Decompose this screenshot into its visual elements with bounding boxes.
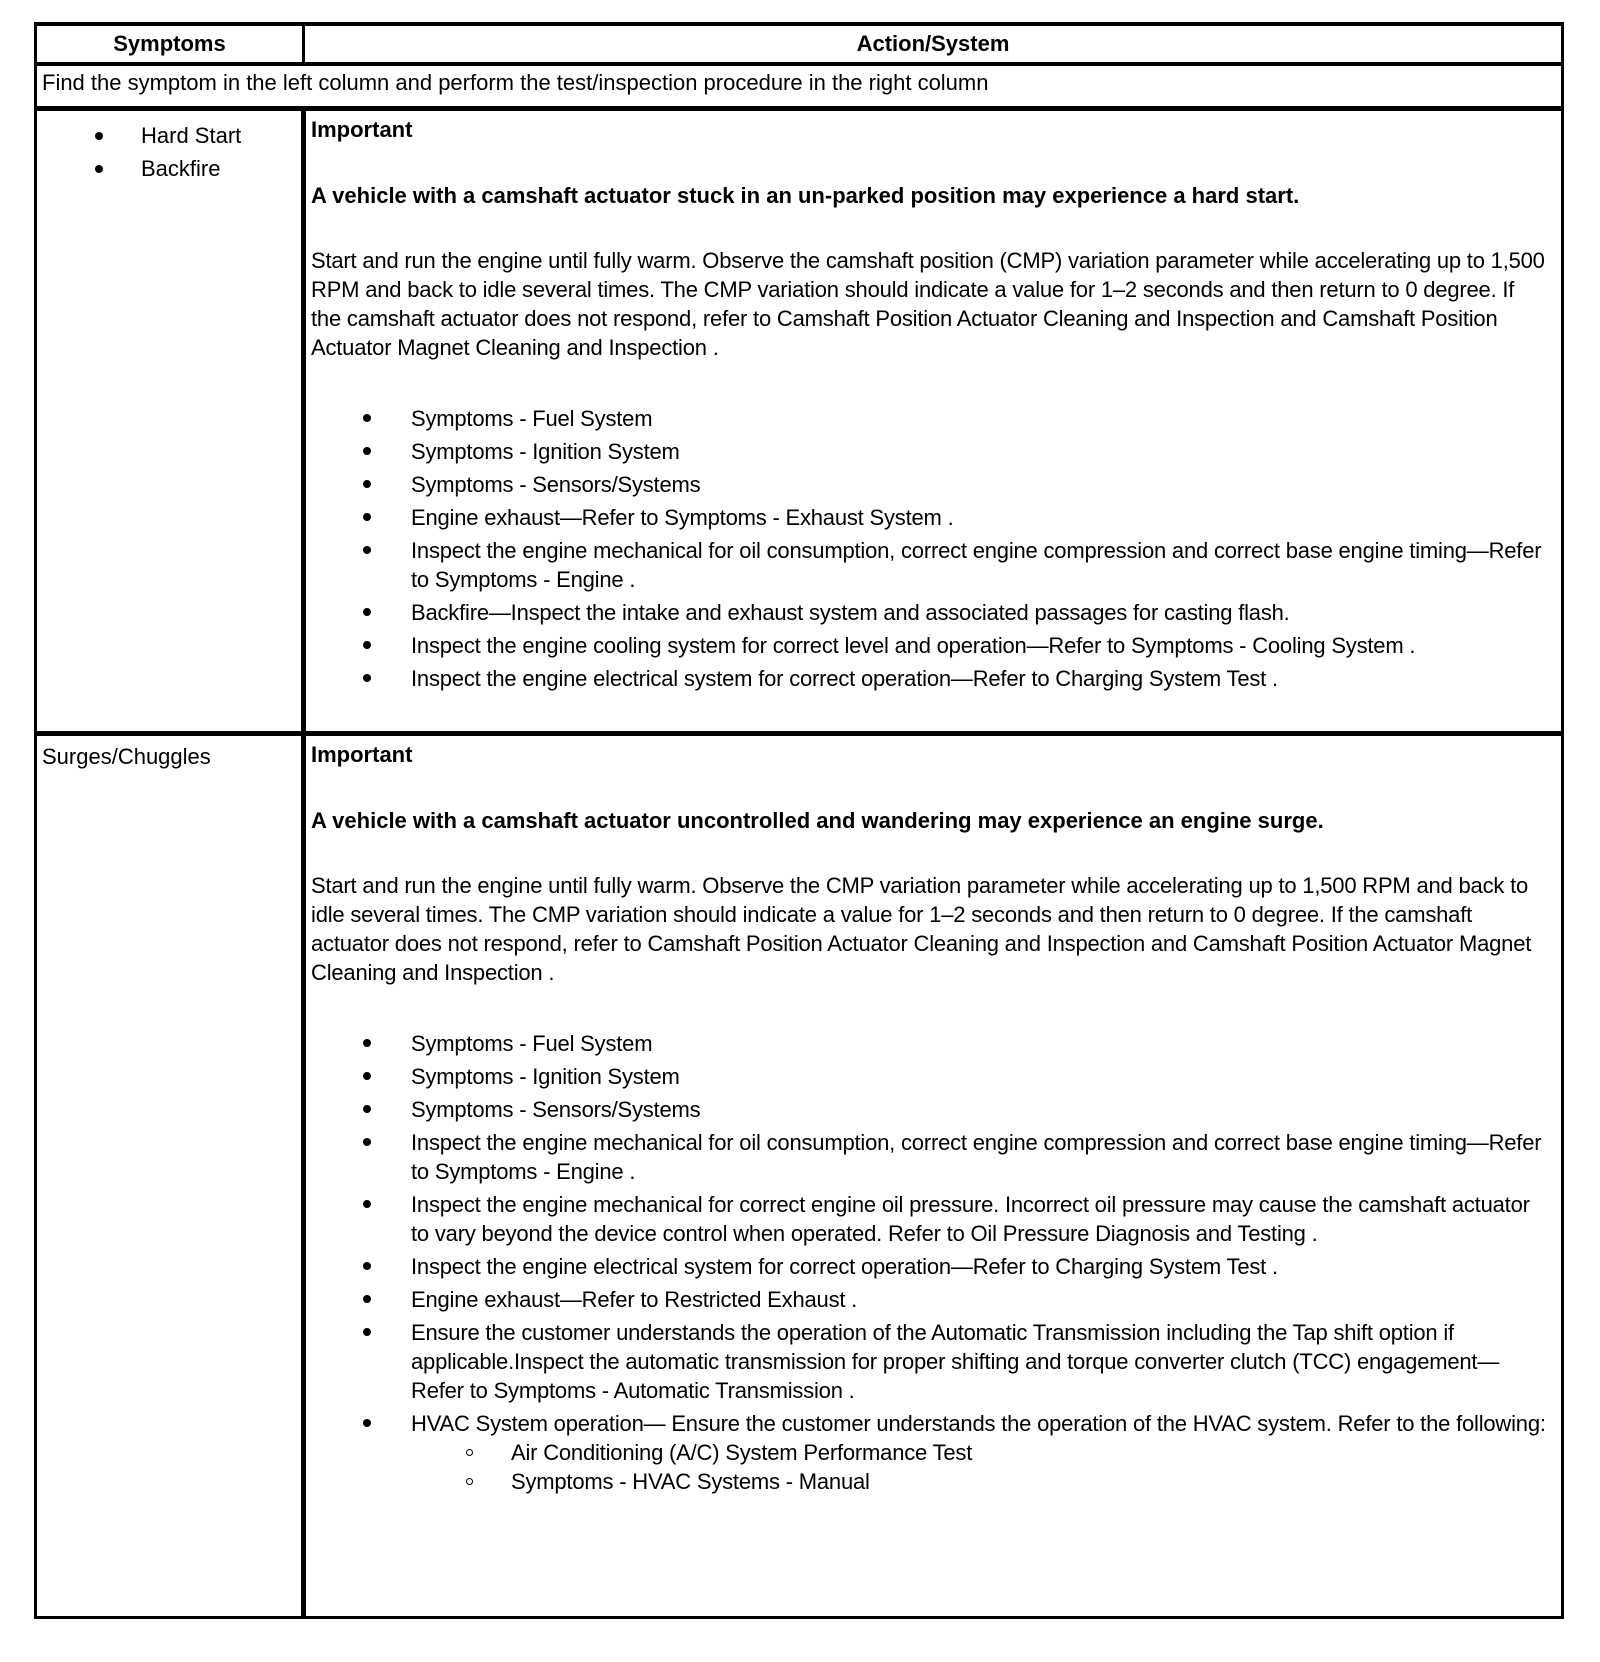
header-row (36, 24, 1563, 64)
list-item-text: HVAC System operation— Ensure the customer understands the operation of the HVAC system. Refer to the following: (411, 1411, 1546, 1436)
symptoms-table (34, 22, 1564, 1619)
list-item: Inspect the engine electrical system for correct operation—Refer to Charging System Test . (311, 664, 1549, 693)
list-item: Inspect the engine mechanical for oil consumption, correct engine compression and correct base engine timing—Refer to Symptoms - Engine . (311, 1128, 1549, 1186)
table-row (36, 734, 1563, 1618)
symptom-cell (36, 734, 304, 1618)
list-item: Symptoms - Sensors/Systems (311, 1095, 1549, 1124)
list-item (311, 1409, 1549, 1496)
action-cell (304, 734, 1563, 1618)
action-list (311, 404, 1549, 693)
list-item: Backfire—Inspect the intake and exhaust system and associated passages for casting flash. (311, 598, 1549, 627)
header-action-system: Action/System (304, 24, 1563, 64)
list-item: Engine exhaust—Refer to Symptoms - Exhaust System . (311, 503, 1549, 532)
important-label: Important (311, 117, 413, 142)
symptom-cell (36, 109, 304, 734)
procedure-paragraph: Start and run the engine until fully warm. Observe the camshaft position (CMP) variation parameter while accelerating up to 1,500 RPM and back to idle several times. The CMP variation should indicate a value for 1–2 seconds and then return to 0 degree. If the camshaft actuator does not respond, refer to Camshaft Position Actuator Cleaning and Inspection and Camshaft Position Actuator Magnet Cleaning and Inspection . (311, 248, 1545, 360)
symptom-item: Hard Start (42, 119, 296, 152)
table-row (36, 109, 1563, 734)
important-note: A vehicle with a camshaft actuator uncontrolled and wandering may experience an engine surge. (311, 808, 1324, 833)
list-item: Ensure the customer understands the operation of the Automatic Transmission including the Tap shift option if applicable.Inspect the automatic transmission for proper shifting and torque converter clutch (TCC) engagement—Refer to Symptoms - Automatic Transmission . (311, 1318, 1549, 1405)
action-cell (304, 109, 1563, 734)
list-item: Engine exhaust—Refer to Restricted Exhaust . (311, 1285, 1549, 1314)
list-item: Inspect the engine electrical system for correct operation—Refer to Charging System Test . (311, 1252, 1549, 1281)
list-item: Inspect the engine mechanical for correct engine oil pressure. Incorrect oil pressure may cause the camshaft actuator to vary beyond the device control when operated. Refer to Oil Pressure Diagnosis and Testing . (311, 1190, 1549, 1248)
list-item: Inspect the engine cooling system for correct level and operation—Refer to Symptoms - Cooling System . (311, 631, 1549, 660)
header-symptoms: Symptoms (36, 24, 304, 64)
important-label: Important (311, 742, 413, 767)
list-item: Symptoms - Ignition System (311, 1062, 1549, 1091)
instruction-row (36, 64, 1563, 109)
sub-list (411, 1438, 1549, 1496)
list-item: Symptoms - Fuel System (311, 404, 1549, 433)
list-item: Inspect the engine mechanical for oil consumption, correct engine compression and correct base engine timing—Refer to Symptoms - Engine . (311, 536, 1549, 594)
symptom-text: Surges/Chuggles (42, 744, 211, 769)
symptom-list (42, 119, 296, 185)
sub-list-item: Symptoms - HVAC Systems - Manual (411, 1467, 1549, 1496)
list-item: Symptoms - Sensors/Systems (311, 470, 1549, 499)
list-item: Symptoms - Fuel System (311, 1029, 1549, 1058)
important-note: A vehicle with a camshaft actuator stuck in an un-parked position may experience a hard start. (311, 183, 1300, 208)
symptom-item: Backfire (42, 152, 296, 185)
list-item: Symptoms - Ignition System (311, 437, 1549, 466)
sub-list-item: Air Conditioning (A/C) System Performance Test (411, 1438, 1549, 1467)
action-list (311, 1029, 1549, 1496)
procedure-paragraph: Start and run the engine until fully warm. Observe the CMP variation parameter while accelerating up to 1,500 RPM and back to idle several times. The CMP variation should indicate a value for 1–2 seconds and then return to 0 degree. If the camshaft actuator does not respond, refer to Camshaft Position Actuator Cleaning and Inspection and Camshaft Position Actuator Magnet Cleaning and Inspection . (311, 873, 1532, 985)
instruction-text: Find the symptom in the left column and perform the test/inspection procedure in the right column (36, 64, 1563, 109)
